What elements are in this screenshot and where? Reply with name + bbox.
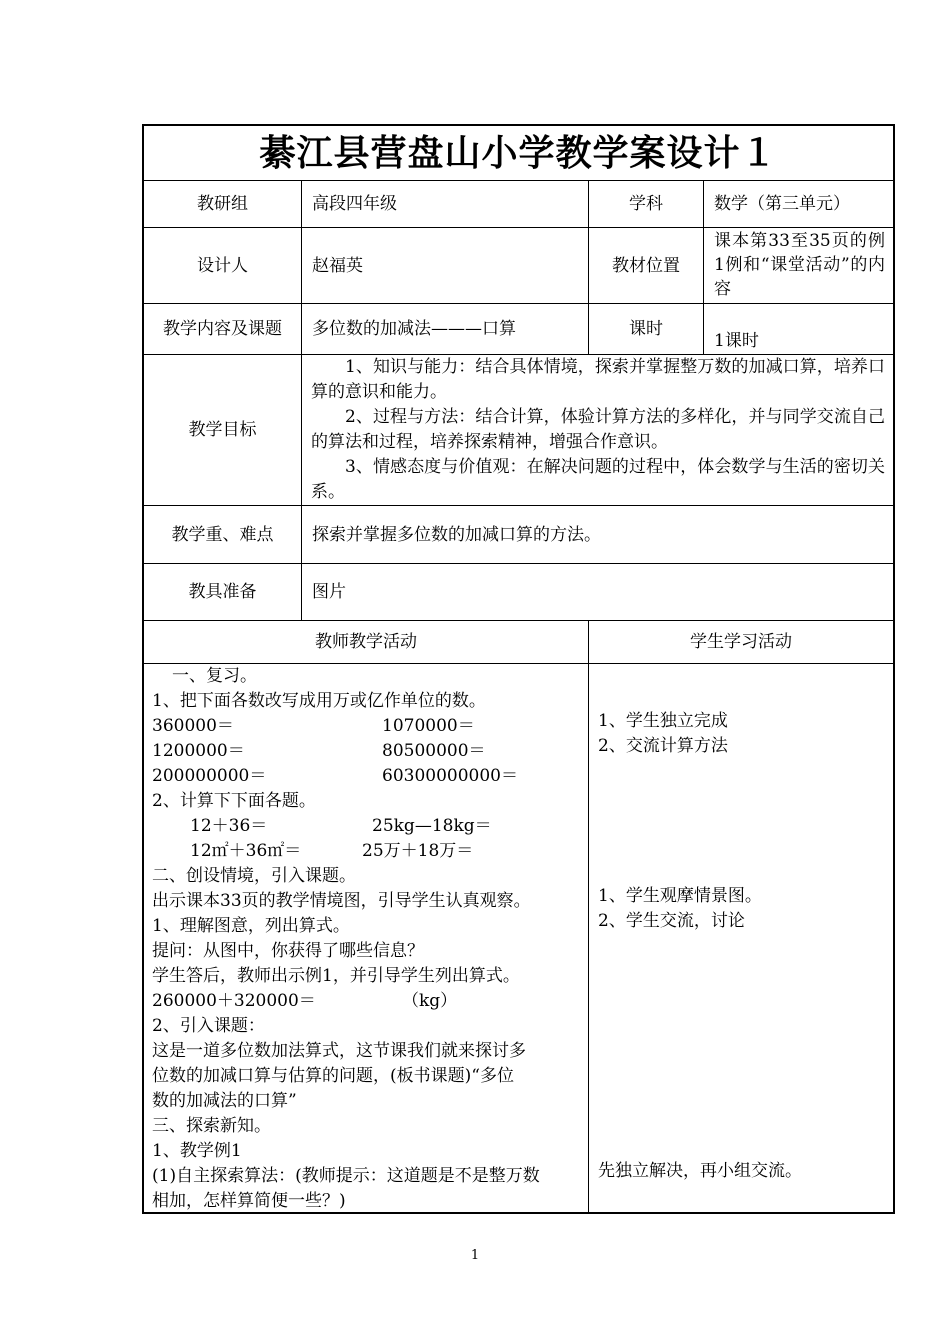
teacher-line: 2、计算下下面各题。 <box>152 791 316 811</box>
goal-item: 2、过程与方法：结合计算，体验计算方法的多样化，并与同学交流自己的算法和过程，培养探索精神，增强合作意识。 <box>311 407 885 452</box>
teacher-line: 这是一道多位数加法算式，这节课我们就来探讨多 <box>152 1041 526 1061</box>
teacher-line: (1)自主探索算法：(教师提示：这道题是不是整万数 <box>152 1166 540 1186</box>
teacher-line: 2、引入课题： <box>152 1016 265 1036</box>
teacher-line: 三、探索新知。 <box>152 1116 271 1136</box>
student-line: 2、交流计算方法 <box>598 736 728 756</box>
teacher-line: 学生答后，教师出示例1，并引导学生列出算式。 <box>152 966 520 986</box>
goal-item: 3、情感态度与价值观：在解决问题的过程中，体会数学与生活的密切关系。 <box>311 457 885 502</box>
teacher-line: 12㎡＋36㎡＝ <box>190 841 302 861</box>
designer-value: 赵福英 <box>312 255 363 276</box>
content-value: 多位数的加减法———口算 <box>312 319 516 339</box>
group-label: 教研组 <box>197 194 248 214</box>
teacher-line: 1、把下面各数改写成用万或亿作单位的数。 <box>152 691 486 711</box>
goals-content <box>302 355 893 505</box>
student-line: 1、学生独立完成 <box>598 711 728 731</box>
student-line: 1、学生观摩情景图。 <box>598 886 762 906</box>
page-number: 1 <box>470 1248 480 1263</box>
teacher-line: 200000000＝ <box>152 766 267 786</box>
period-value: 1课时 <box>714 331 759 351</box>
teacher-line: 一、复习。 <box>172 666 257 686</box>
student-line: 2、学生交流，讨论 <box>598 911 745 931</box>
teacher-line: 数的加减法的口算” <box>152 1091 297 1111</box>
content-label: 教学内容及课题 <box>163 319 282 339</box>
teacher-line: 25kg—18kg＝ <box>372 816 492 836</box>
table-border <box>588 620 589 1214</box>
teacher-line: （kg） <box>402 991 458 1011</box>
teacher-line: 1、教学例1 <box>152 1141 242 1161</box>
teacher-line: 二、创设情境，引入课题。 <box>152 866 356 886</box>
position-label: 教材位置 <box>612 255 680 276</box>
teacher-line: 360000＝ <box>152 716 234 736</box>
teacher-line: 1、理解图意，列出算式。 <box>152 916 350 936</box>
key-label: 教学重、难点 <box>171 524 274 545</box>
teacher-line: 60300000000＝ <box>382 766 518 786</box>
page-title: 綦江县营盘山小学教学案设计１ <box>259 132 778 174</box>
student-activity-header: 学生学习活动 <box>690 632 792 652</box>
table-border <box>893 124 895 1214</box>
subject-value: 数学（第三单元） <box>714 194 850 214</box>
teacher-line: 25万＋18万＝ <box>362 841 474 861</box>
position-value: 课本第33至35页的例1例和“课堂活动”的内容 <box>714 231 885 299</box>
tools-label: 教具准备 <box>188 582 257 602</box>
tools-value: 图片 <box>312 582 346 602</box>
period-label: 课时 <box>629 319 663 339</box>
group-value: 高段四年级 <box>312 194 397 214</box>
teacher-line: 相加，怎样算简便一些？) <box>152 1191 346 1211</box>
goals-label: 教学目标 <box>188 420 257 440</box>
goal-item: 1、知识与能力：结合具体情境，探索并掌握整万数的加减口算，培养口算的意识和能力。 <box>311 357 885 402</box>
subject-label: 学科 <box>629 194 663 214</box>
teacher-line: 出示课本33页的教学情境图，引导学生认真观察。 <box>152 891 531 911</box>
teacher-line: 提问：从图中，你获得了哪些信息？ <box>152 941 424 961</box>
teacher-line: 1200000＝ <box>152 741 245 761</box>
teacher-line: 80500000＝ <box>382 741 486 761</box>
teacher-line: 1070000＝ <box>382 716 475 736</box>
designer-label: 设计人 <box>197 255 248 276</box>
teacher-line: 位数的加减口算与估算的问题，(板书课题)“多位 <box>152 1066 514 1086</box>
key-value: 探索并掌握多位数的加减口算的方法。 <box>312 524 601 545</box>
teacher-activity-header: 教师教学活动 <box>315 632 417 652</box>
student-line: 先独立解决，再小组交流。 <box>598 1161 802 1181</box>
teacher-line: 12＋36＝ <box>190 816 268 836</box>
teacher-line: 260000＋320000＝ <box>152 991 316 1011</box>
